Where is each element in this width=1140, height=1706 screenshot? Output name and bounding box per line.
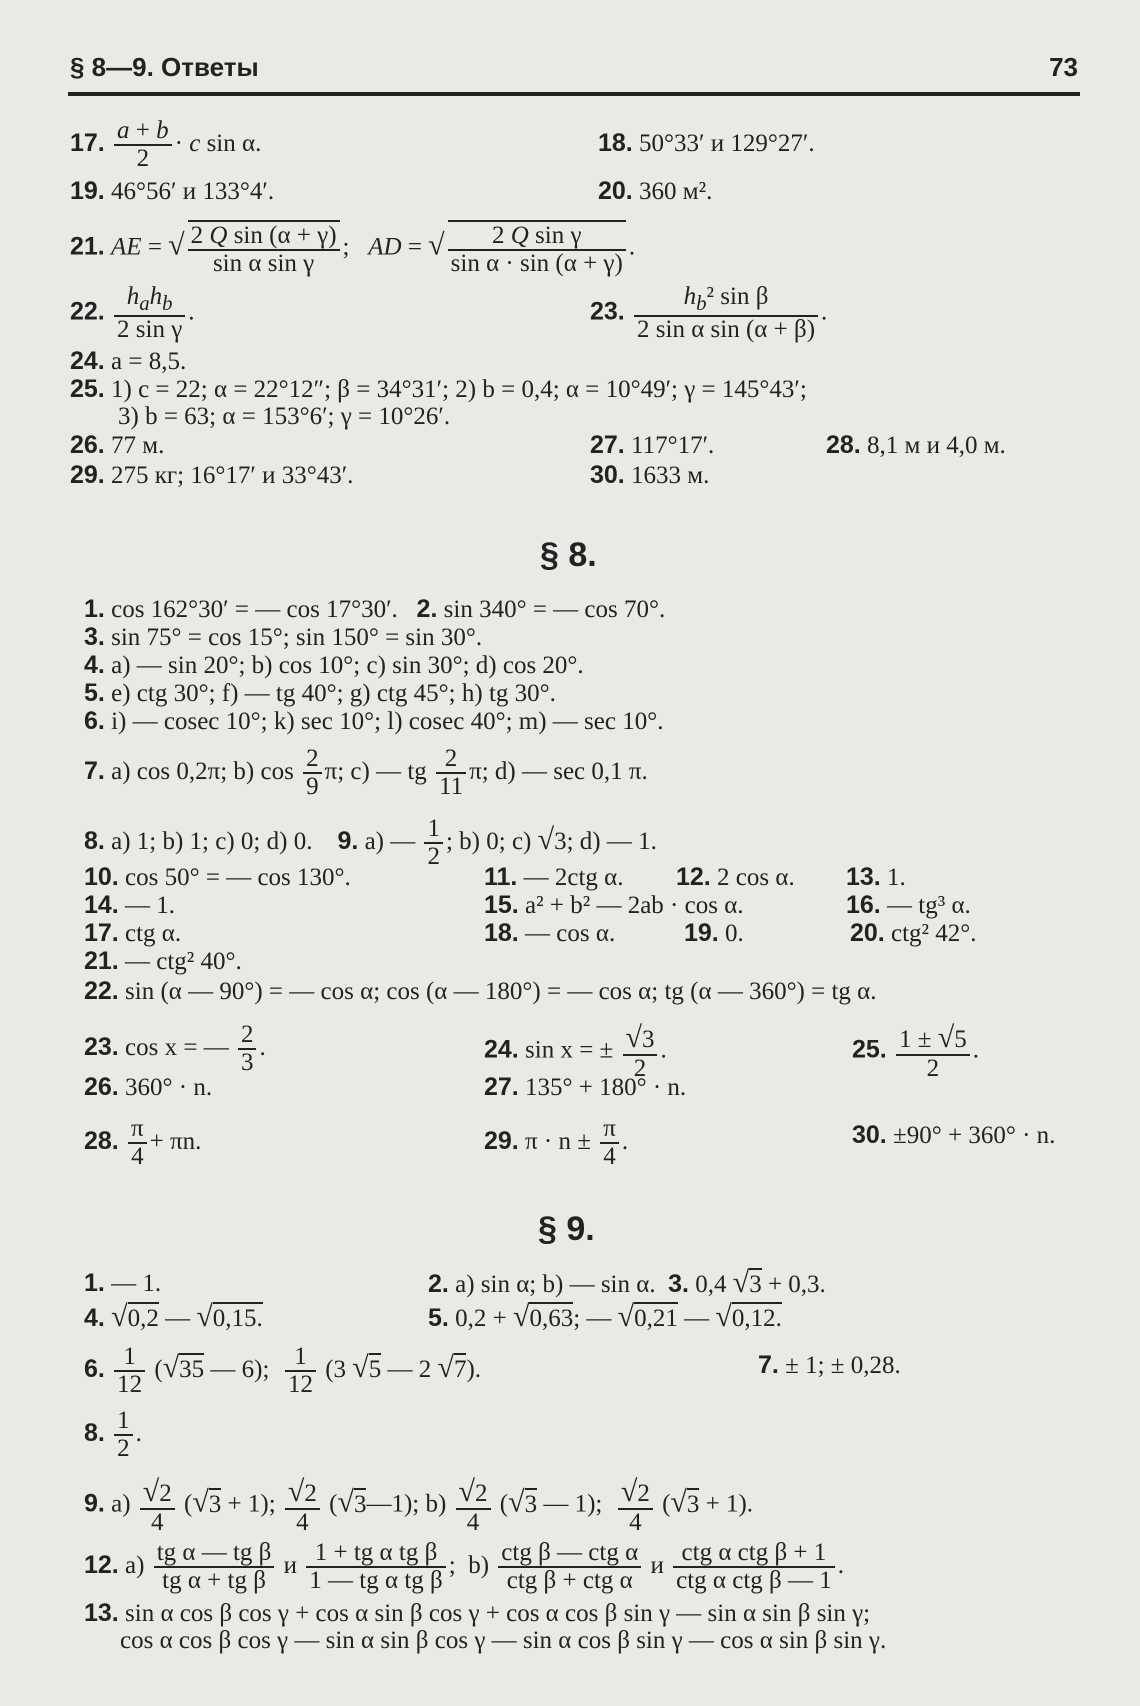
answer-28: 28. 8,1 м и 4,0 м. [826, 431, 1006, 459]
s8-answer-29: 29. π · n ± $\frac{\pi}{4}$ . [484, 1115, 629, 1171]
s8-answer-16: 16. — tg³ α. [846, 891, 971, 919]
s8-line-5: 5. e) ctg 30°; f) — tg 40°; g) ctg 45°; h) tg 30°. [84, 679, 556, 707]
s8-line-1: 1. cos 162°30′ = — cos 17°30′. 2. sin 340° = — cos 70°. [84, 595, 666, 623]
s8-answer-14: 14. — 1. [84, 891, 176, 919]
answer-25-cont: 3) b = 63; α = 153°6′; γ = 10°26′. [118, 403, 451, 430]
answer-25: 25. 1) c = 22; α = 22°12″; β = 34°31′; 2) b = 0,4; α = 10°49′; γ = 145°43′; [70, 375, 807, 403]
s9-answer-4: 4. √0,2 — √0,15. [84, 1300, 263, 1333]
section-heading-9: § 9. [538, 1210, 595, 1248]
answer-27: 27. 117°17′. [590, 431, 715, 459]
answer-18: 18. 50°33′ и 129°27′. [598, 129, 815, 157]
s8-line-4: 4. a) — sin 20°; b) cos 10°; c) sin 30°; d) cos 20°. [84, 651, 584, 679]
s8-line-6: 6. i) — cosec 10°; k) sec 10°; l) cosec 40°; m) — sec 10°. [84, 707, 664, 735]
s9-answer-12: 12. a) $\frac{\text{tg α — tg β}}{\text{tg α + tg β}}$ и $\frac{\text{1 + tg α tg β}}{\text{1 — tg α tg β}}$ ; b) $\frac{\text{ctg β — ctg α}}{\text{ctg β + ctg α}}$ и $\frac{\text{ctg α ctg β + 1}}{\text{ctg α ctg β — 1}}$ . [84, 1539, 844, 1595]
s8-answer-27: 27. 135° + 180° · n. [484, 1073, 687, 1101]
s9-answer-13: 13. sin α cos β cos γ + cos α sin β cos γ + cos α cos β sin γ — sin α sin β sin γ; [84, 1599, 871, 1627]
s9-answer-9: 9. a) $\frac{√2}{4}$ (√3 + 1); $\frac{√2}{4}$ (√3—1); b) $\frac{√2}{4}$ (√3 — 1); $\frac{√2}{4}$ (√3 + 1). [84, 1475, 754, 1536]
page-header-title: § 8—9. Ответы [70, 52, 259, 82]
s8-answer-18: 18. — cos α. [484, 919, 616, 947]
answer-21: 21. AE = √ $\frac{\text{2 Q sin (α + γ)}}{\text{sin α sin γ}}$ ; AD = √ $\frac{\text{2 Q sin γ}}{\text{sin α · sin (α + γ)}}$ . [70, 222, 636, 278]
s8-answer-20: 20. ctg² 42°. [850, 919, 977, 947]
answer-26: 26. 77 м. [70, 431, 165, 459]
s8-answer-15: 15. a² + b² — 2ab · cos α. [484, 891, 744, 919]
s9-answer-1: 1. — 1. [84, 1269, 162, 1297]
answer-20: 20. 360 м². [598, 177, 713, 205]
s8-answer-21: 21. — ctg² 40°. [84, 947, 242, 975]
s9-answer-5: 5. 0,2 + √0,63; — √0,21 — √0,12. [428, 1300, 782, 1333]
fraction: $\frac{a + b}{2}$ [114, 118, 172, 173]
s8-answer-28: 28. $\frac{\pi}{4}$ + πn. [84, 1115, 202, 1171]
answer-29: 29. 275 кг; 16°17′ и 33°43′. [70, 461, 354, 489]
s8-answer-22: 22. sin (α — 90°) = — cos α; cos (α — 180°) = — cos α; tg (α — 360°) = tg α. [84, 977, 877, 1005]
answer-23: 23. $\frac{h_b^2 \sin \beta}{\text{2 sin α sin (α + β)}}$ . [590, 283, 828, 343]
s8-answer-19: 19. 0. [684, 919, 744, 947]
s9-answer-6: 6. $\frac{1}{12}$ (√35 — 6); $\frac{1}{12}$ (3 √5 — 2 √7). [84, 1343, 482, 1399]
answer-19: 19. 46°56′ и 133°4′. [70, 177, 275, 205]
s9-answer-8: 8. $\frac{1}{2}$ . [84, 1407, 142, 1463]
s9-answer-7: 7. ± 1; ± 0,28. [758, 1351, 901, 1379]
answer-24: 24. a = 8,5. [70, 347, 187, 375]
answer-30: 30. 1633 м. [590, 461, 710, 489]
s9-answer-2-3: 2. a) sin α; b) — sin α. 3. 0,4 √3 + 0,3. [428, 1266, 826, 1299]
page-number: 73 [1049, 52, 1078, 82]
s8-answer-12: 12. 2 cos α. [676, 863, 795, 891]
s8-answer-11: 11. — 2ctg α. [484, 863, 624, 891]
s8-answer-10: 10. cos 50° = — cos 130°. [84, 863, 351, 891]
s8-answer-13: 13. 1. [846, 863, 906, 891]
answer-17: 17. $\frac{a + b}{2}$ · c sin α. [70, 117, 262, 173]
s8-answer-26: 26. 360° · n. [84, 1073, 213, 1101]
answer-22: 22. $\frac{h_ah_b}{\text{2 sin γ}}$ . [70, 283, 195, 343]
header-rule [68, 92, 1080, 96]
section-heading-8: § 8. [540, 536, 597, 574]
s8-line-8: 8. a) 1; b) 1; c) 0; d) 0. 9. a) — $\frac{1}{2}$ ; b) 0; c) √3; d) — 1. [84, 815, 657, 871]
s8-answer-17: 17. ctg α. [84, 919, 182, 947]
s8-line-3: 3. sin 75° = cos 15°; sin 150° = sin 30°. [84, 623, 483, 651]
s8-line-7: 7. a) cos 0,2π; b) cos $\frac{2}{9}$ π; c) — tg $\frac{2}{11}$ π; d) — sec 0,1 π. [84, 745, 648, 801]
s8-answer-24: 24. sin x = ± $\frac{√3}{2}$ . [484, 1021, 667, 1082]
s9-answer-13-cont: cos α cos β cos γ — sin α sin β cos γ — sin α cos β sin γ — cos α sin β sin γ. [120, 1627, 887, 1654]
s8-answer-23: 23. cos x = — $\frac{2}{3}$ . [84, 1021, 266, 1077]
s8-answer-30: 30. ±90° + 360° · n. [852, 1121, 1056, 1149]
s8-answer-25: 25. $\frac{1 \pm √5}{2}$ . [852, 1021, 979, 1082]
